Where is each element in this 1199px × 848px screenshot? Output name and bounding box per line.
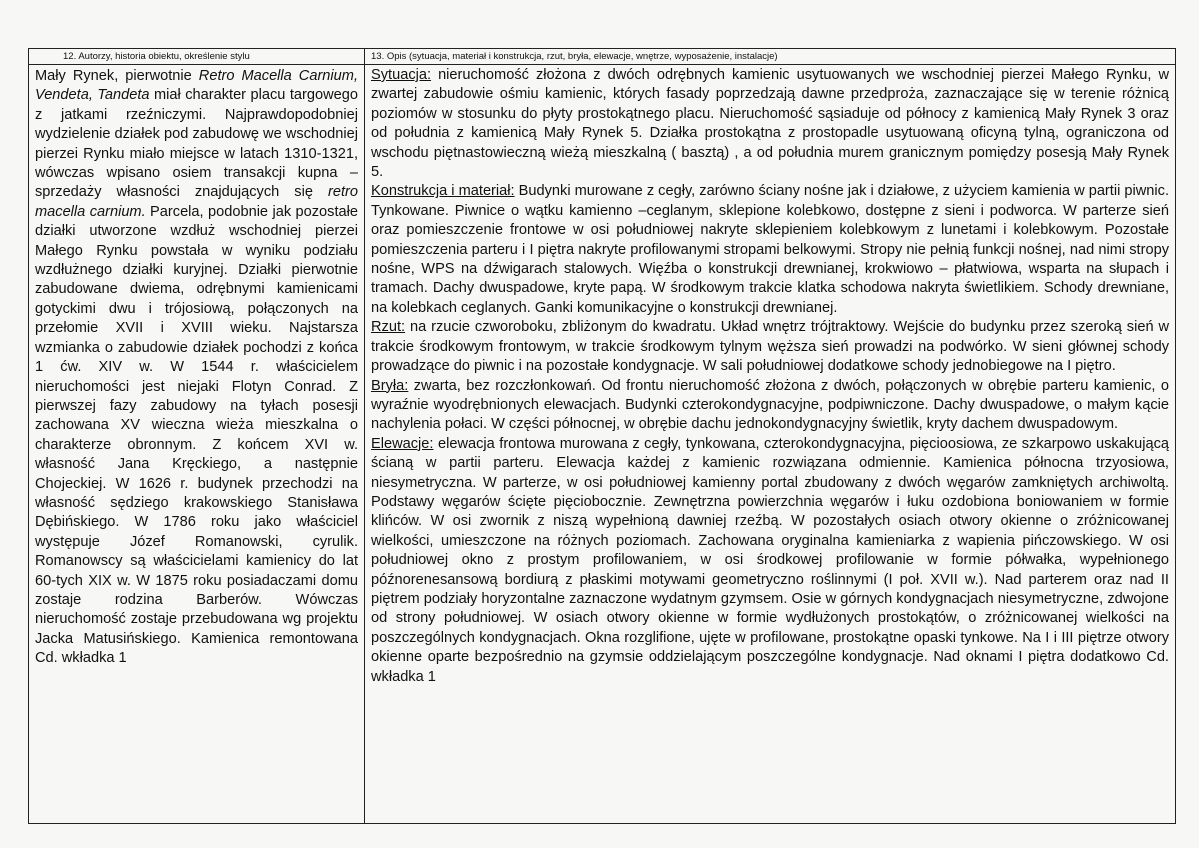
history-text-part-1: Mały Rynek, pierwotnie bbox=[35, 68, 199, 84]
form-sheet bbox=[28, 48, 1176, 824]
history-text-italic-1: Retro Macella Carnium, Vendeta, Tandeta bbox=[35, 68, 358, 104]
section-text: Budynki murowane z cegły, zarówno ściany nośne jak i działowe, z użyciem kamienia w partii piwnic. Tynkowane. Piwnice o wątku kamienno –ceglanym, sklepione kolebkowo, dostępne z sieni i podworca. W parterze sień oraz pomieszczenie frontowe w osi południowej nakryte sklepieniem kolebkowym z lunetami i kolebkowym. Pozostałe pomieszczenia parteru i I piętra nakryte profilowanymi stropami belkowymi. Stropy nie pełnią funkcji nośnej, nad nimi stropy nośne, WPS na dźwigarach stalowych. Więźba o konstrukcji drewnianej, krokwiowo – płatwiowa, wsparta na słupach i tramach. Dachy dwuspadowe, kryte papą. W środkowym trakcie klatka schodowa nakryta świetlikiem. Schody drewniane, na kolebkach ceglanych. Ganki komunikacyjne o konstrukcji drewnianej. bbox=[371, 183, 1169, 316]
history-text-part-3: Parcela, podobnie jak pozostałe działki utworzone wzdłuż wschodniej pierzei Małego Rynku powstała w wyniku podziału wzdłużnego działki kuryjnej. Działki pierwotnie zabudowane dwiema, odrębnymi kamienicami gotyckimi dwu i trójosiową, połączonych na przełomie XVII i XVIII wieku. Najstarsza wzmianka o zabudowie działek pochodzi z końca 1 ćw. XIV w. W 1544 r. właścicielem nieruchomości jest niejaki Flotyn Conrad. Z pierwszej fazy zabudowy na tyłach posesji zachowana XV wieczna wieża mieszkalna o charakterze obronnym. Z końcem XVI w. własność Jana Kręckiego, a następnie Chojeckiej. W 1626 r. budynek przechodzi na własność sędziego krakowskiego Stanisława Dębińskiego. W 1786 roku jako właściciel występuje Józef Romanowski, cyrulik. Romanowscy są właścicielami kamienicy do lat 60-tych XIX w. W 1875 roku posiadaczami domu zostaje rodzina Barberów. Wówczas nieruchomość zostaje przebudowana wg projektu Jacka Matusińskiego. Kamienica remontowana Cd. wkładka 1 bbox=[35, 203, 358, 667]
section-plan bbox=[371, 318, 1169, 376]
section-text: zwarta, bez rozczłonkowań. Od frontu nieruchomość złożona z dwóch, połączonych w obrębie parteru kamienic, o wyraźnie wyodrębnionych elewacjach. Budynki czterokondygnacyjne, podpiwniczone. Dachy dwuspadowe, o małym kącie nachylenia połaci. W części północnej, w obrębie dachu jednokondygnacyjny świetlik, kryty dachem dwuspadowym. bbox=[371, 377, 1169, 433]
section-label: Elewacje: bbox=[371, 435, 434, 452]
section-text: elewacja frontowa murowana z cegły, tynkowana, czterokondygnacyjna, pięcioosiowa, ze szkarpowo uskakującą ścianą w partii parteru. Elewacja każdej z kamienic rozwiązana odmiennie. Kamienica północna trzyosiowa, niesymetryczna. W parterze, w osi południowej kamienny portal zbudowany z dwóch węgarów zamkniętych archiwoltą. Podstawy węgarów ścięte pięciobocznie. Zewnętrzna powierzchnia węgarów i łuku ozdobiona boniowaniem w formie klińców. W osi zwornik z niszą wypełnioną dawniej rzeźbą. W pozostałych osiach otwory okienne o zróżnicowanej wielkości, umieszczone na różnych poziomach. Zachowana oryginalna kamieniarka z wapienia pińczowskiego. W osi południowej okno z prostym profilowaniem, w osi środkowej profilowanie w formie półwałka, wypełnionego późnorenesansową bordiurą z płaskimi motywami geometryczno roślinnymi (I poł. XVII w.). Nad parterem oraz nad II piętrem podziały horyzontalne zaznaczone wydatnym gzymsem. Osie w górnych kondygnacjach niesymetryczne, zdwojone od strony południowej. W osiach otwory okienne w formie wydłużonych prostokątów, o zróżnicowanej wielkości na poszczególnych kondygnacjach. Okna rozglifione, ujęte w profilowane, prostokątne opaski tynkowe. Na I i III piętrze otwory okienne oparte bezpośrednio na gzymsie oddzielającym poszczególne kondygnacje. Nad oknami I piętra dodatkowo Cd. wkładka 1 bbox=[371, 435, 1169, 685]
section-elevations bbox=[371, 435, 1169, 687]
description-column-header: 13. Opis (sytuacja, materiał i konstrukcja, rzut, bryła, elewacje, wnętrze, wyposażenie, instalacje) bbox=[365, 49, 1175, 65]
history-column-header: 12. Autorzy, historia obiektu, określenie stylu bbox=[29, 49, 364, 65]
description-column bbox=[365, 49, 1175, 823]
section-label: Rzut: bbox=[371, 319, 406, 336]
history-text-part-2: miał charakter placu targowego z jatkami rzeźniczymi. Najprawdopodobniej wydzielenie działek pod zabudowę we wschodniej pierzei Rynku miało miejsce w latach 1310-1321, wówczas wpisano osiem transakcji kupna – sprzedaży własności znajdujących się bbox=[35, 87, 358, 201]
history-column bbox=[29, 49, 365, 823]
section-label: Bryła: bbox=[371, 377, 409, 394]
description-text bbox=[365, 65, 1175, 687]
section-text: nieruchomość złożona z dwóch odrębnych kamienic usytuowanych we wschodniej pierzei Małego Rynku, w zwartej zabudowie ośmiu kamienic, których fasady poprzedzają dawne przedproża, zaznaczające się w terenie różnicą poziomów w stosunku do płyty prostokątnego placu. Nieruchomość sąsiaduje od północy z kamienicą Mały Rynek 3 oraz od południa z kamienicą Mały Rynek 5. Działka prostokątna z prostopadle usytuowaną oficyną tylną, ograniczona od wschodu piętnastowieczną wieżą mieszkalną ( basztą) , a od południa murem granicznym pomiędzy posesją Mały Rynek 5. bbox=[371, 67, 1169, 181]
section-label: Konstrukcja i materiał: bbox=[371, 183, 515, 200]
history-text-italic-2: retro macella carnium. bbox=[35, 184, 358, 220]
section-construction bbox=[371, 182, 1169, 318]
section-label: Sytuacja: bbox=[371, 67, 432, 83]
section-massing bbox=[371, 377, 1169, 435]
section-text: na rzucie czworoboku, zbliżonym do kwadratu. Układ wnętrz trójtraktowy. Wejście do budynku przez szeroką sień w trakcie środkowym frontowym, w trakcie środkowym tylnym węższa sień prowadzi na podwórko. W sieni głównej schody prowadzące do piwnic i na pozostałe kondygnacje. W sali południowej dodatkowe schody jednobiegowe na I piętro. bbox=[371, 319, 1169, 375]
section-situation bbox=[371, 66, 1169, 182]
history-text bbox=[29, 65, 364, 669]
